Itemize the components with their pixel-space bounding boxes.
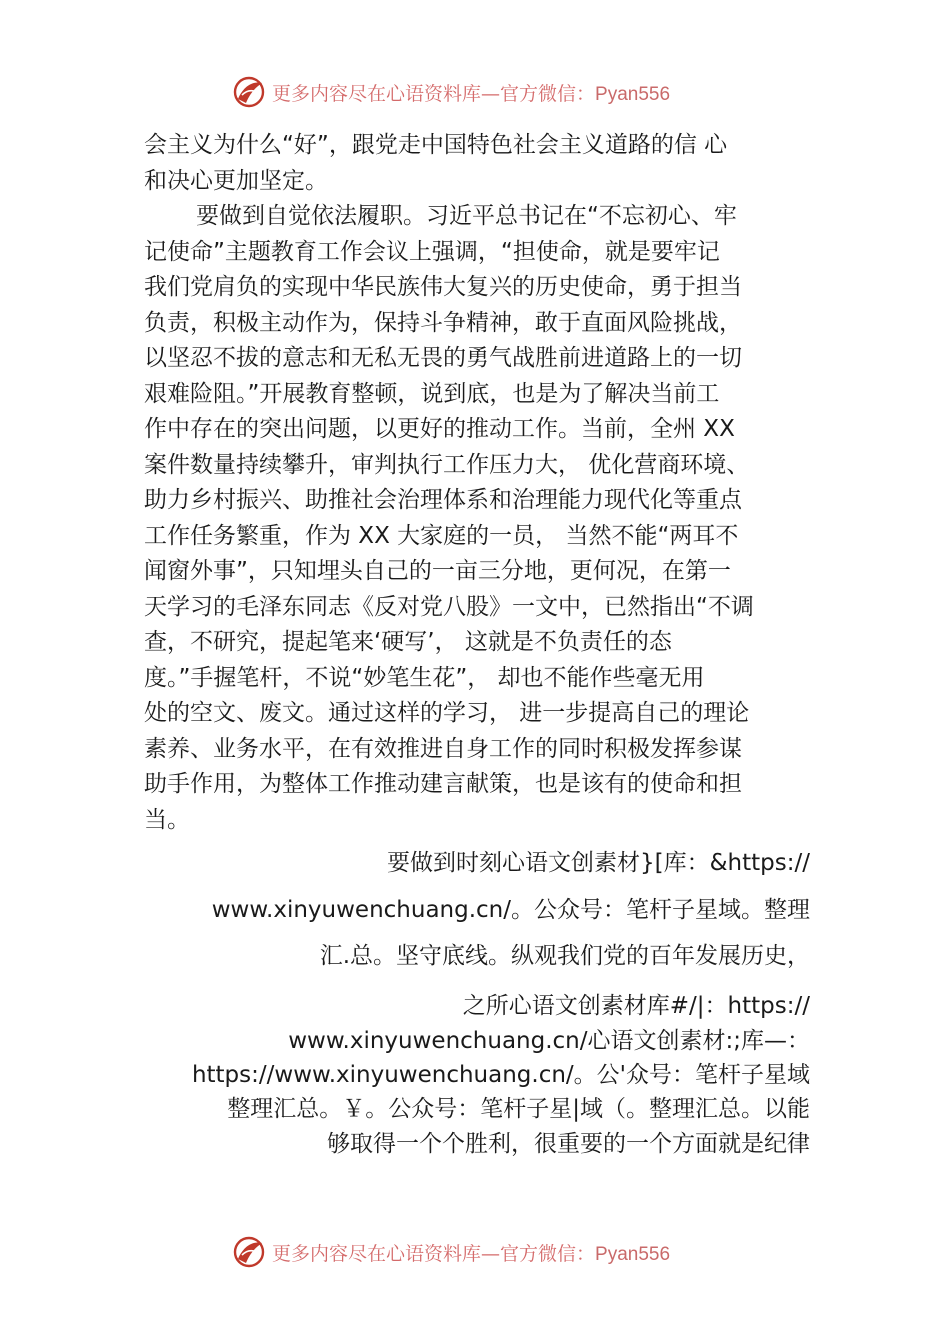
tail-line: https://www.xinyuwenchuang.cn/。公'众号：笔杆子星域 bbox=[191, 1062, 810, 1088]
body-line: 我们党肩负的实现中华民族伟大复兴的历史使命，勇于担当 bbox=[144, 274, 742, 300]
body-line: 和决心更加坚定。 bbox=[144, 167, 328, 194]
tail-line: 整理汇总。￥。公众号：笔杆子星|域（。整理汇总。以能 bbox=[227, 1096, 810, 1122]
wechat-id: Pyan556 bbox=[595, 1243, 671, 1265]
body-line: 负责，积极主动作为，保持斗争精神，敢于直面风险挑战， bbox=[144, 309, 742, 336]
footer-banner bbox=[232, 1232, 732, 1272]
document-tail-block bbox=[120, 846, 810, 1162]
tail-line: www.xinyuwenchuang.cn/。公众号：笔杆子星域。整理 bbox=[211, 897, 810, 923]
body-line: 助手作用，为整体工作推动建言献策，也是该有的使命和担 bbox=[144, 771, 742, 797]
body-line: 要做到自觉依法履职。习近平总书记在“不忘初心、牢 bbox=[196, 203, 737, 229]
brand-logo-icon bbox=[232, 1235, 266, 1269]
body-line: 作中存在的突出问题，以更好的推动工作。当前，全州 XX bbox=[144, 416, 735, 442]
tail-line: www.xinyuwenchuang.cn/心语文创素材:;库—： bbox=[288, 1028, 810, 1054]
header-banner bbox=[232, 72, 732, 112]
tail-line: 够取得一个个胜利，很重要的一个方面就是纪律 bbox=[327, 1131, 810, 1157]
body-line: 处的空文、废文。通过这样的学习， 进一步提高自己的理论 bbox=[144, 700, 750, 726]
footer-banner-text: 更多内容尽在心语资料库—官方微信：Pyan556 bbox=[272, 1242, 671, 1265]
body-line: 度。”手握笔杆，不说“妙笔生花”， 却也不能作些毫无用 bbox=[144, 664, 705, 691]
header-banner-text: 更多内容尽在心语资料库—官方微信：Pyan556 bbox=[272, 82, 671, 105]
brand-logo-icon bbox=[232, 75, 266, 109]
body-line: 当。 bbox=[144, 806, 190, 833]
body-line: 助力乡村振兴、助推社会治理体系和治理能力现代化等重点 bbox=[144, 487, 742, 513]
tail-line: 之所心语文创素材库#/|：https:// bbox=[462, 993, 810, 1019]
tail-line: 汇.总。坚守底线。纵观我们党的百年发展历史， bbox=[319, 943, 810, 969]
tail-line: 要做到时刻心语文创素材}[库：&https:// bbox=[387, 850, 810, 876]
body-line: 会主义为什么“好”，跟党走中国特色社会主义道路的信 心 bbox=[144, 132, 728, 158]
body-line: 记使命”主题教育工作会议上强调，“担使命，就是要牢记 bbox=[144, 238, 720, 265]
body-line: 查，不研究，提起笔来‘硬写’， 这就是不负责任的态 bbox=[144, 629, 672, 655]
document-body bbox=[144, 128, 820, 838]
body-line: 艰难险阻。”开展教育整顿，说到底，也是为了解决当前工 bbox=[144, 380, 720, 407]
body-line: 以坚忍不拔的意志和无私无畏的勇气战胜前进道路上的一切 bbox=[144, 345, 742, 371]
body-line: 案件数量持续攀升，审判执行工作压力大， 优化营商环境、 bbox=[144, 451, 750, 478]
body-line: 闻窗外事”，只知埋头自己的一亩三分地，更何况，在第一 bbox=[144, 558, 731, 584]
body-line: 工作任务繁重，作为 XX 大家庭的一员， 当然不能“两耳不 bbox=[144, 522, 739, 549]
wechat-id: Pyan556 bbox=[595, 83, 671, 105]
body-line: 天学习的毛泽东同志《反对党八股》一文中，已然指出“不调 bbox=[144, 593, 754, 620]
body-line: 素养、业务水平，在有效推进自身工作的同时积极发挥参谋 bbox=[144, 735, 742, 762]
